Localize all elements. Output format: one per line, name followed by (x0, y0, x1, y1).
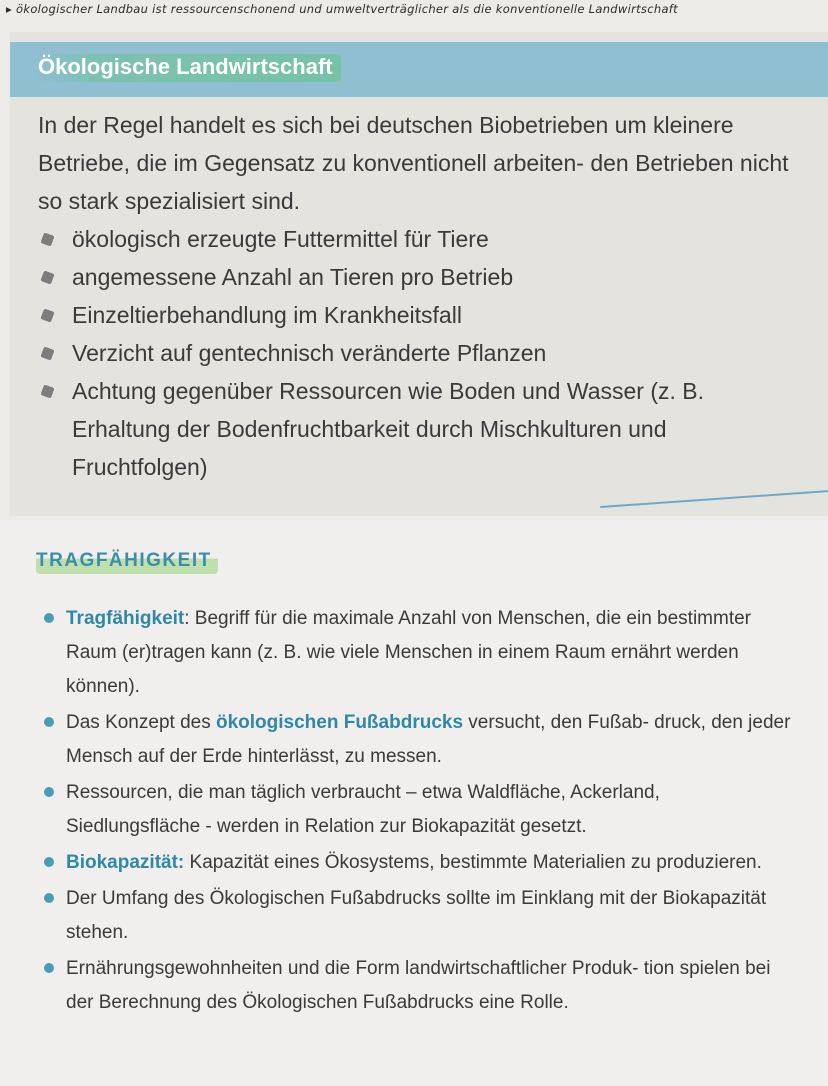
intro-paragraph: In der Regel handelt es sich bei deutschen Biobetrieben um kleinere Betriebe, die im Gegensatz zu konventionell arbeiten- den Betrieben nicht so stark spezialisiert sind. (38, 112, 789, 214)
list-item (38, 372, 798, 486)
list-item-text: Achtung gegenüber Ressourcen wie Boden und Wasser (z. B. Erhaltung der Bodenfruchtbarkeit durch Mischkulturen und Fruchtfolgen) (72, 378, 705, 480)
bullet-icon (44, 857, 54, 867)
list-item (38, 258, 798, 296)
bullet-icon (44, 613, 54, 623)
section-title: Ökologische Landwirtschaft (36, 54, 341, 82)
bullet-icon (40, 308, 54, 322)
list-item (38, 220, 798, 258)
item-text: Ressourcen, die man täglich verbraucht – etwa Waldfläche, Ackerland, Siedlungsfläche - werden in Relation zur Biokapazität gesetzt. (66, 782, 660, 837)
bullet-icon (44, 963, 54, 973)
key-term: ökologischen Fußabdrucks (215, 712, 464, 733)
bullet-icon (44, 717, 54, 727)
list-item-text: Einzeltierbehandlung im Krankheitsfall (72, 302, 462, 328)
list-item-text: Verzicht auf gentechnisch veränderte Pflanzen (72, 340, 547, 366)
bullet-icon (40, 384, 54, 398)
list-item (36, 952, 796, 1020)
bullet-icon (40, 346, 54, 360)
definitions-list (36, 602, 796, 1022)
bullet-icon (44, 893, 54, 903)
handwritten-note: ▸ ökologischer Landbau ist ressourcenschonend und umweltverträglicher als die konventionelle Landwirtschaft (6, 2, 678, 16)
section-tragfaehigkeit (0, 520, 828, 1086)
section-heading: TRAGFÄHIGKEIT (36, 550, 218, 574)
item-prefix: Das Konzept des (66, 712, 216, 733)
key-term: Biokapazität: (66, 852, 185, 873)
criteria-list (38, 220, 798, 486)
list-item-text: ökologisch erzeugte Futtermittel für Tiere (72, 226, 489, 252)
list-item (38, 296, 798, 334)
item-text: Kapazität eines Ökosystems, bestimmte Materialien zu produzieren. (184, 852, 762, 873)
intro-block (38, 106, 798, 486)
bullet-icon (40, 232, 54, 246)
list-item (36, 882, 796, 950)
list-item-text: angemessene Anzahl an Tieren pro Betrieb (72, 264, 514, 290)
heading-band (10, 42, 828, 97)
list-item (36, 846, 796, 880)
list-item (36, 776, 796, 844)
bullet-icon (44, 787, 54, 797)
item-text: Ernährungsgewohnheiten und die Form landwirtschaftlicher Produk- tion spielen bei der Berechnung des Ökologischen Fußabdrucks eine Rolle. (66, 958, 771, 1013)
bullet-icon (40, 270, 54, 284)
item-text: Der Umfang des Ökologischen Fußabdrucks sollte im Einklang mit der Biokapazität stehen. (66, 888, 767, 943)
list-item (36, 706, 796, 774)
list-item (36, 602, 796, 704)
section-oekologische-landwirtschaft (10, 32, 828, 516)
list-item (38, 334, 798, 372)
item-text: versucht, den Fußab- druck, den jeder Mensch auf der Erde hinterlässt, zu messen. (66, 712, 791, 767)
key-term: Tragfähigkeit (66, 608, 185, 629)
item-text: : Begriff für die maximale Anzahl von Menschen, die ein bestimmter Raum (er)tragen kann (z. B. wie viele Menschen in einem Raum ernährt werden können). (66, 608, 752, 697)
